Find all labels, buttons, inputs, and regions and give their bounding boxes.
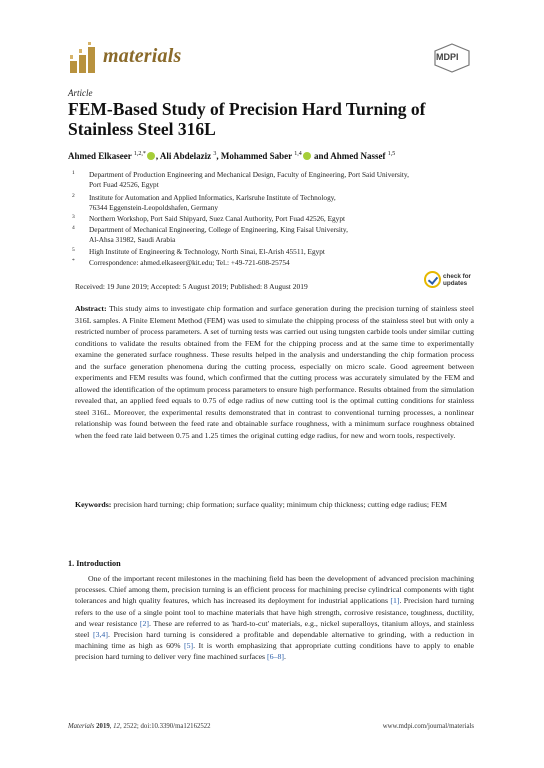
body-text: . It is worth emphasizing that appropriate cutting conditions have to apply to enable precision hard turning to deliver very fine machined surfaces [75, 641, 475, 662]
footer-doi: , 2522; doi:10.3390/ma12162522 [119, 723, 211, 730]
check-updates-label: updates [443, 280, 468, 287]
author-name: Ahmed Elkaseer [68, 151, 132, 161]
publisher-name: MDPI [436, 52, 459, 62]
affiliation-mark: 1 [72, 170, 75, 176]
orcid-icon[interactable] [303, 152, 311, 160]
footer-volume: 12 [113, 723, 120, 730]
affiliation-mark: * [72, 258, 75, 264]
body-text: . [283, 652, 286, 662]
orcid-icon[interactable] [147, 152, 155, 160]
author-affil-mark: 1,5 [387, 151, 396, 157]
check-updates-icon [424, 271, 441, 288]
affiliation-line: High Institute of Engineering & Technology, North Sinai, El-Arish 45511, Egypt [89, 247, 325, 256]
affiliation-line: Port Fuad 42526, Egypt [89, 180, 159, 189]
affiliation-mark: 5 [72, 247, 75, 253]
affiliation-line: Al-Ahsa 31982, Saudi Arabia [89, 235, 176, 244]
publisher-logo [432, 43, 472, 73]
affiliation-line: Department of Mechanical Engineering, College of Engineering, King Faisal University, [89, 225, 348, 234]
author-affil-mark: 3 [213, 151, 217, 157]
publication-dates: Received: 19 June 2019; Accepted: 5 August 2019; Published: 8 August 2019 [75, 282, 308, 291]
affiliation-line: Department of Production Engineering and Mechanical Design, Faculty of Engineering, Port Said University, [89, 170, 409, 179]
affiliation-mark: 4 [72, 225, 75, 231]
abstract-label: Abstract: [75, 304, 107, 313]
body-text: . Precision hard turning is considered a profitable and dependable alternative to grinding, with a reduction in machining time as high as 60% [75, 630, 474, 651]
footer-journal: Materials [68, 723, 95, 730]
journal-logo-icon [68, 41, 98, 75]
article-type: Article [68, 88, 93, 98]
footer-citation: Materials 2019, 12, 2522; doi:10.3390/ma12162522 [68, 723, 211, 730]
keywords-text: precision hard turning; chip formation; surface quality; minimum chip thickness; cutting edge radius; FEM [113, 500, 448, 509]
abstract [75, 303, 474, 441]
author-name: Ali Abdelaziz [159, 151, 212, 161]
citation-link[interactable]: [5] [183, 641, 194, 651]
body-text: One of the important recent milestones in the machining field has been the development of advanced precision machining processes. Chief among them, precision turning is an efficient process for machining precise cylindrical components with tight tolerances and high quality features, which has increased its deployment for industrial applications [75, 574, 474, 606]
affiliation-line: 76344 Eggenstein-Leopoldshafen, Germany [89, 203, 219, 212]
abstract-text: This study aims to investigate chip formation and surface generation during the precision turning of stainless steel 316L samples. A Finite Element Method (FEM) was used to simulate the chipping process of the stainless steel but with only a restricted number of process parameters. A set of turning tests was carried out using tungsten carbide tools under similar cutting conditions to validate the results obtained from the FEM for the chipping process and at the same time to experimentally examine the generated surface roughness. These results helped in the analysis and understanding the chip formation process and the surface generation phenomena during the cutting process, especially on micro scale. Good agreement between experiments and FEM results was found, which confirmed that the cutting process was accurately simulated by the FEM and allowed the identification of the optimum process parameters to ensure high performance. Results obtained from the simulation revealed that, an applied feed equals to 0.75 of edge radius of new cutting tool is the optimal cutting conditions for stainless steel 316L. Moreover, the experimental results demonstrated that in contrast to conventional turning processes, a nonlinear relationship was found between the feed rate and obtainable surface roughness, with a minimum surface roughness obtained when the feed rate laid between 0.75 and 1.25 times the original cutting edge radius, for new and worn tools, respectively. [75, 304, 474, 440]
author-name: Ahmed Nassef [330, 151, 386, 161]
affiliation-mark: 2 [72, 193, 75, 199]
body-text: . Precision hard turning refers to the use of a single point tool to machine materials that have high strength, corrosive resistance, toughness, ductility, and wear resistance [75, 596, 474, 628]
footer-url[interactable]: www.mdpi.com/journal/materials [382, 723, 474, 730]
keywords [75, 499, 474, 511]
author-list: Ahmed Elkaseer $^{1,2,*}$ , Ali Abdelaziz $^3$, Mohammed Saber $^{1,4}$ and Ahmed Nassef $^{1,5}$ [68, 151, 396, 161]
author-name: Mohammed Saber [220, 151, 292, 161]
citation-link[interactable]: [6–8] [267, 652, 284, 662]
check-updates-label: check for [443, 273, 471, 280]
author-affil-mark: 1,4 [294, 151, 302, 157]
affiliation-line: Institute for Automation and Applied Informatics, Karlsruhe Institute of Technology, [89, 193, 336, 202]
citation-link[interactable]: [3,4] [92, 630, 108, 640]
journal-name: materials [103, 45, 182, 67]
section-heading: 1. Introduction [68, 559, 121, 568]
citation-link[interactable]: [1] [390, 596, 400, 606]
keywords-label: Keywords: [75, 500, 112, 509]
author-affil-mark: 1,2,* [133, 151, 146, 157]
citation-link[interactable]: [2] [139, 618, 149, 628]
body-text: . These are referred to as 'hard-to-cut' materials, e.g., nickel superalloys, titanium alloys, and stainless steel [75, 618, 474, 640]
correspondence-line[interactable]: Correspondence: ahmed.elkaseer@kit.edu; Tel.: +49-721-608-25754 [89, 258, 290, 267]
affiliation-line: Northern Workshop, Port Said Shipyard, Suez Canal Authority, Port Fuad 42526, Egypt [89, 214, 346, 223]
check-for-updates-button[interactable] [424, 268, 474, 294]
affiliation-mark: 3 [72, 214, 75, 220]
intro-paragraph [75, 573, 474, 663]
footer-year: 2019 [96, 723, 110, 730]
paper-title: FEM-Based Study of Precision Hard Turning of Stainless Steel 316L [68, 99, 426, 139]
